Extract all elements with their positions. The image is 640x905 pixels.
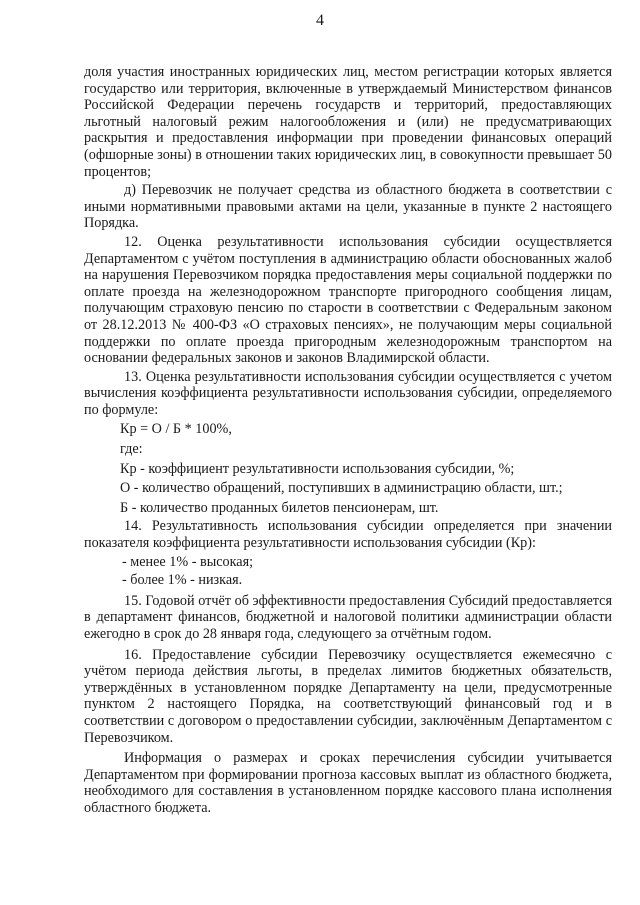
formula-definition: О - количество обращений, поступивших в администрацию области, шт.; [120,480,563,497]
paragraph-info: Информация о размерах и сроках перечисления субсидии учитывается Департаментом при формировании прогноза кассовых выплат из областного бюджета, необходимого для составления в установленном порядке кассового плана исполнения областного бюджета. [84,750,612,816]
paragraph-12: 12. Оценка результативности использования субсидии осуществляется Департаментом с учётом поступления в администрацию области обоснованных жалоб на нарушения Перевозчиком порядка предоставления меры социальной поддержки по оплате проезда на железнодорожном транспорте пригородного сообщения лицам, получающим страховую пенсию по старости в соответствии с Федеральным законом от 28.12.2013 № 400-ФЗ «О страховых пенсиях», не получающим меры социальной поддержки по оплате проезда пригородным железнодорожным транспортом на основании федеральных законов и законов Владимирской области. [84,233,612,367]
level-low: - более 1% - низкая. [122,572,243,589]
paragraph-13: 13. Оценка результативности использования субсидии осуществляется с учетом вычисления коэффициента результативности использования субсидии, определяемого по формуле: [84,368,612,418]
formula-expression: Кр = О / Б * 100%, [120,421,232,438]
paragraph-16: 16. Предоставление субсидии Перевозчику осуществляется ежемесячно с учётом периода действия льготы, в пределах лимитов бюджетных обязательств, утверждённых в установленном порядке Департаменту на цели, предусмотренные пунктом 2 настоящего Порядка, на соответствующий финансовый год и в соответствии с договором о предоставлении субсидии, заключённым Департаментом с Перевозчиком. [84,646,612,746]
paragraph-d: д) Перевозчик не получает средства из областного бюджета в соответствии с иными нормативными правовыми актами на цели, указанные в пункте 2 настоящего Порядка. [84,182,612,232]
formula-definition: Кр - коэффициент результативности использования субсидии, %; [120,460,515,477]
formula-where: где: [120,441,143,458]
paragraph-offshore: доля участия иностранных юридических лиц, местом регистрации которых является государство или территория, включенные в утверждаемый Министерством финансов Российской Федерации перечень государств и территорий, предоставляющих льготный налоговый режим налогообложения и (или) не предусматривающих раскрытия и предоставления информации при проведении финансовых операций (офшорные зоны) в отношении таких юридических лиц, в совокупности превышает 50 процентов; [84,64,612,180]
paragraph-15: 15. Годовой отчёт об эффективности предоставления Субсидий предоставляется в департамент финансов, бюджетной и налоговой политики администрации области ежегодно в срок до 28 января года, следующего за отчётным годом. [84,592,612,642]
formula-definition: Б - количество проданных билетов пенсионерам, шт. [120,499,439,516]
document-body [84,64,612,817]
page-number: 4 [316,12,324,29]
paragraph-14: 14. Результативность использования субсидии определяется при значении показателя коэффициента результативности использования субсидии (Кр): [84,518,612,552]
level-high: - менее 1% - высокая; [122,553,254,570]
